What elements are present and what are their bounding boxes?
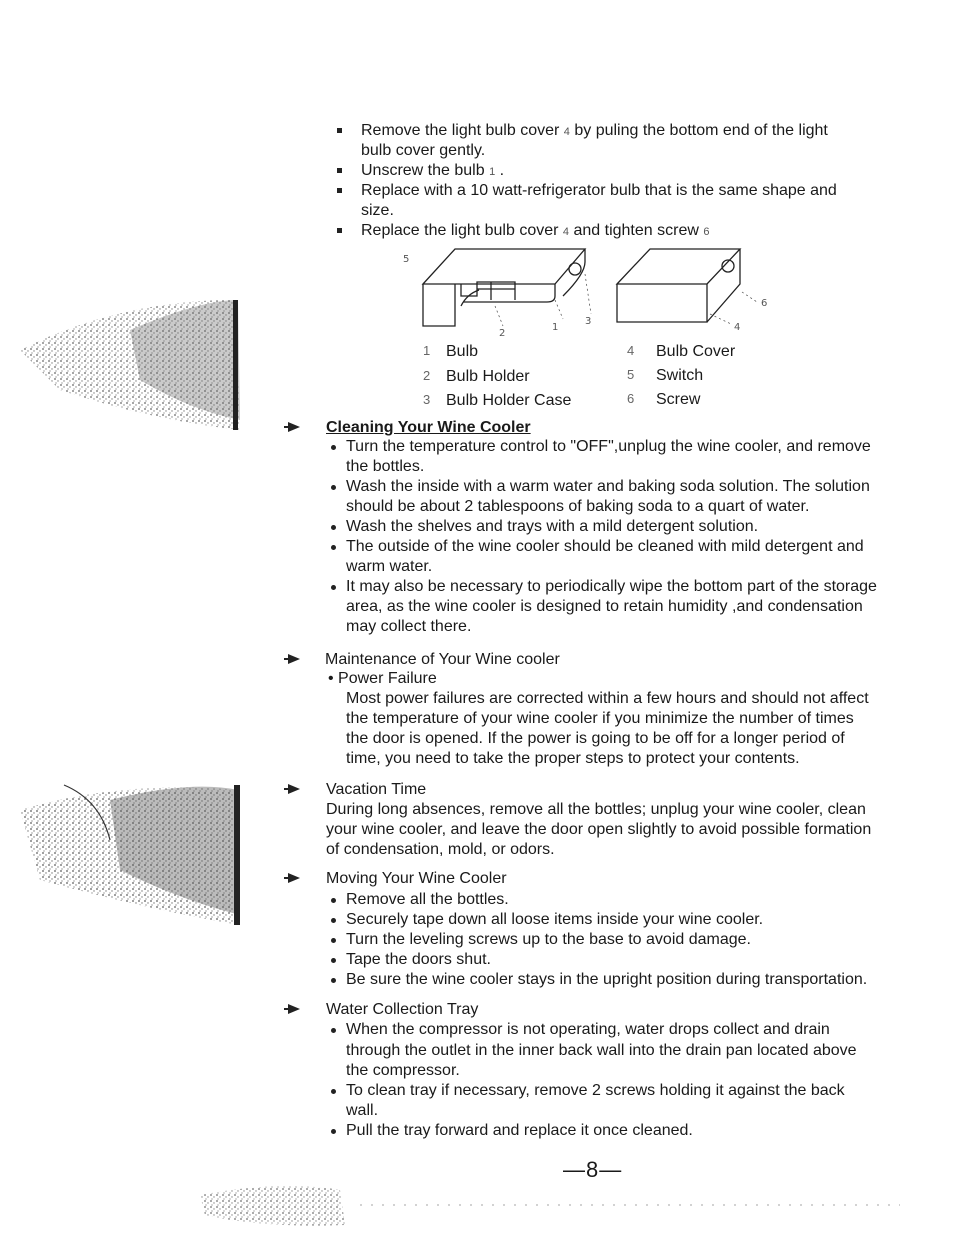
arrow-bullet-icon (288, 1004, 300, 1014)
circled-number-icon: 6 (627, 391, 635, 406)
arrow-bullet-icon (288, 654, 300, 664)
bullet-dot (331, 978, 336, 983)
cleaning-item-cont: warm water. (346, 558, 433, 575)
arrow-bullet-icon (288, 422, 300, 432)
paragraph-line: your wine cooler, and leave the door open slightly to avoid possible formation (326, 821, 872, 838)
diagram-label-bulb: 1 (552, 322, 559, 333)
legend-label: Bulb (446, 343, 479, 360)
circled-number-icon: 1 (423, 343, 431, 358)
legend-label: Screw (656, 391, 701, 408)
arrow-bullet-icon (288, 873, 300, 883)
cleaning-item: The outside of the wine cooler should be cleaned with mild detergent and (346, 538, 864, 555)
moving-item: Securely tape down all loose items inside your wine cooler. (346, 911, 764, 928)
paragraph-line: the door is opened. If the power is going to be off for a longer period of (346, 730, 845, 747)
bullet-dot (331, 958, 336, 963)
bullet-dot (331, 545, 336, 550)
water-item: To clean tray if necessary, remove 2 screws holding it against the back (346, 1082, 845, 1099)
circled-number-icon: 2 (423, 368, 431, 383)
section-heading: Water Collection Tray (326, 1001, 479, 1018)
diagram-label-bulb-holder-case: 3 (585, 316, 592, 327)
bulb-step-3-cont: size. (361, 202, 394, 219)
circled-number-icon: 5 (627, 367, 635, 382)
bulb-assembly-diagram (395, 244, 775, 344)
paragraph-line: of condensation, mold, or odors. (326, 841, 555, 858)
cleaning-item-cont: area, as the wine cooler is designed to retain humidity ,and condensation (346, 598, 863, 615)
bullet-dot (331, 938, 336, 943)
water-item: Pull the tray forward and replace it once cleaned. (346, 1122, 693, 1139)
legend-label: Bulb Holder Case (446, 392, 572, 409)
bullet-dot (331, 525, 336, 530)
water-item-cont: the compressor. (346, 1062, 460, 1079)
page-number: —8— (563, 1157, 623, 1182)
cleaning-item: It may also be necessary to periodically wipe the bottom part of the storage (346, 578, 877, 595)
paragraph-line: the temperature of your wine cooler if you minimize the number of times (346, 710, 854, 727)
bullet-dot (331, 585, 336, 590)
water-item-cont: wall. (346, 1102, 379, 1119)
cleaning-item: Turn the temperature control to "OFF",unplug the wine cooler, and remove (346, 438, 871, 455)
circled-number-icon: 4 (627, 343, 635, 358)
diagram-label-screw: 6 (761, 298, 768, 309)
bullet-square (337, 128, 342, 133)
paragraph-line: Most power failures are corrected within a few hours and should not affect (346, 690, 869, 707)
bullet-dot (331, 485, 336, 490)
cleaning-item-cont: may collect there. (346, 618, 472, 635)
bullet-square (337, 188, 342, 193)
bulb-step-1: Remove the light bulb cover 4 by puling the bottom end of the light (361, 122, 828, 139)
bullet-dot (331, 445, 336, 450)
water-item-cont: through the outlet in the inner back wall into the drain pan located above (346, 1042, 857, 1059)
section-heading: Maintenance of Your Wine cooler (325, 651, 560, 668)
moving-item: Be sure the wine cooler stays in the upright position during transportation. (346, 971, 868, 988)
cleaning-item: Wash the shelves and trays with a mild detergent solution. (346, 518, 759, 535)
bulb-step-2: Unscrew the bulb 1 . (361, 162, 505, 179)
moving-item: Remove all the bottles. (346, 891, 509, 908)
moving-item: Tape the doors shut. (346, 951, 491, 968)
section-heading: Moving Your Wine Cooler (326, 870, 507, 887)
circled-number-icon: 3 (423, 392, 431, 407)
legend-label: Bulb Cover (656, 343, 736, 360)
cleaning-item-cont: the bottles. (346, 458, 425, 475)
bulb-step-3: Replace with a 10 watt-refrigerator bulb that is the same shape and (361, 182, 837, 199)
diagram-label-bulb-holder: 2 (499, 328, 506, 339)
bulb-step-1-cont: bulb cover gently. (361, 142, 486, 159)
cleaning-item: Wash the inside with a warm water and baking soda solution. The solution (346, 478, 870, 495)
water-item: When the compressor is not operating, water drops collect and drain (346, 1021, 830, 1038)
bullet-dot (331, 1129, 336, 1134)
arrow-bullet-icon (288, 784, 300, 794)
bullet-dot (331, 918, 336, 923)
legend-label: Switch (656, 367, 704, 384)
paragraph-line: time, you need to take the proper steps to protect your contents. (346, 750, 800, 767)
diagram-label-switch: 5 (403, 254, 410, 265)
cleaning-item-cont: should be about 2 tablespoons of baking soda to a quart of water. (346, 498, 810, 515)
legend-label: Bulb Holder (446, 368, 530, 385)
diagram-label-bulb-cover: 4 (734, 322, 741, 333)
bullet-dot (331, 1089, 336, 1094)
bullet-square (337, 228, 342, 233)
moving-item: Turn the leveling screws up to the base to avoid damage. (346, 931, 751, 948)
bullet-square (337, 168, 342, 173)
bullet-dot (331, 898, 336, 903)
paragraph-line: During long absences, remove all the bottles; unplug your wine cooler, clean (326, 801, 866, 818)
bulb-step-4: Replace the light bulb cover 4 and tighten screw 6 (361, 222, 710, 239)
section-heading: Vacation Time (326, 781, 427, 798)
bullet-dot (331, 1028, 336, 1033)
section-heading: Cleaning Your Wine Cooler (326, 419, 531, 436)
subheading: • Power Failure (328, 670, 437, 687)
